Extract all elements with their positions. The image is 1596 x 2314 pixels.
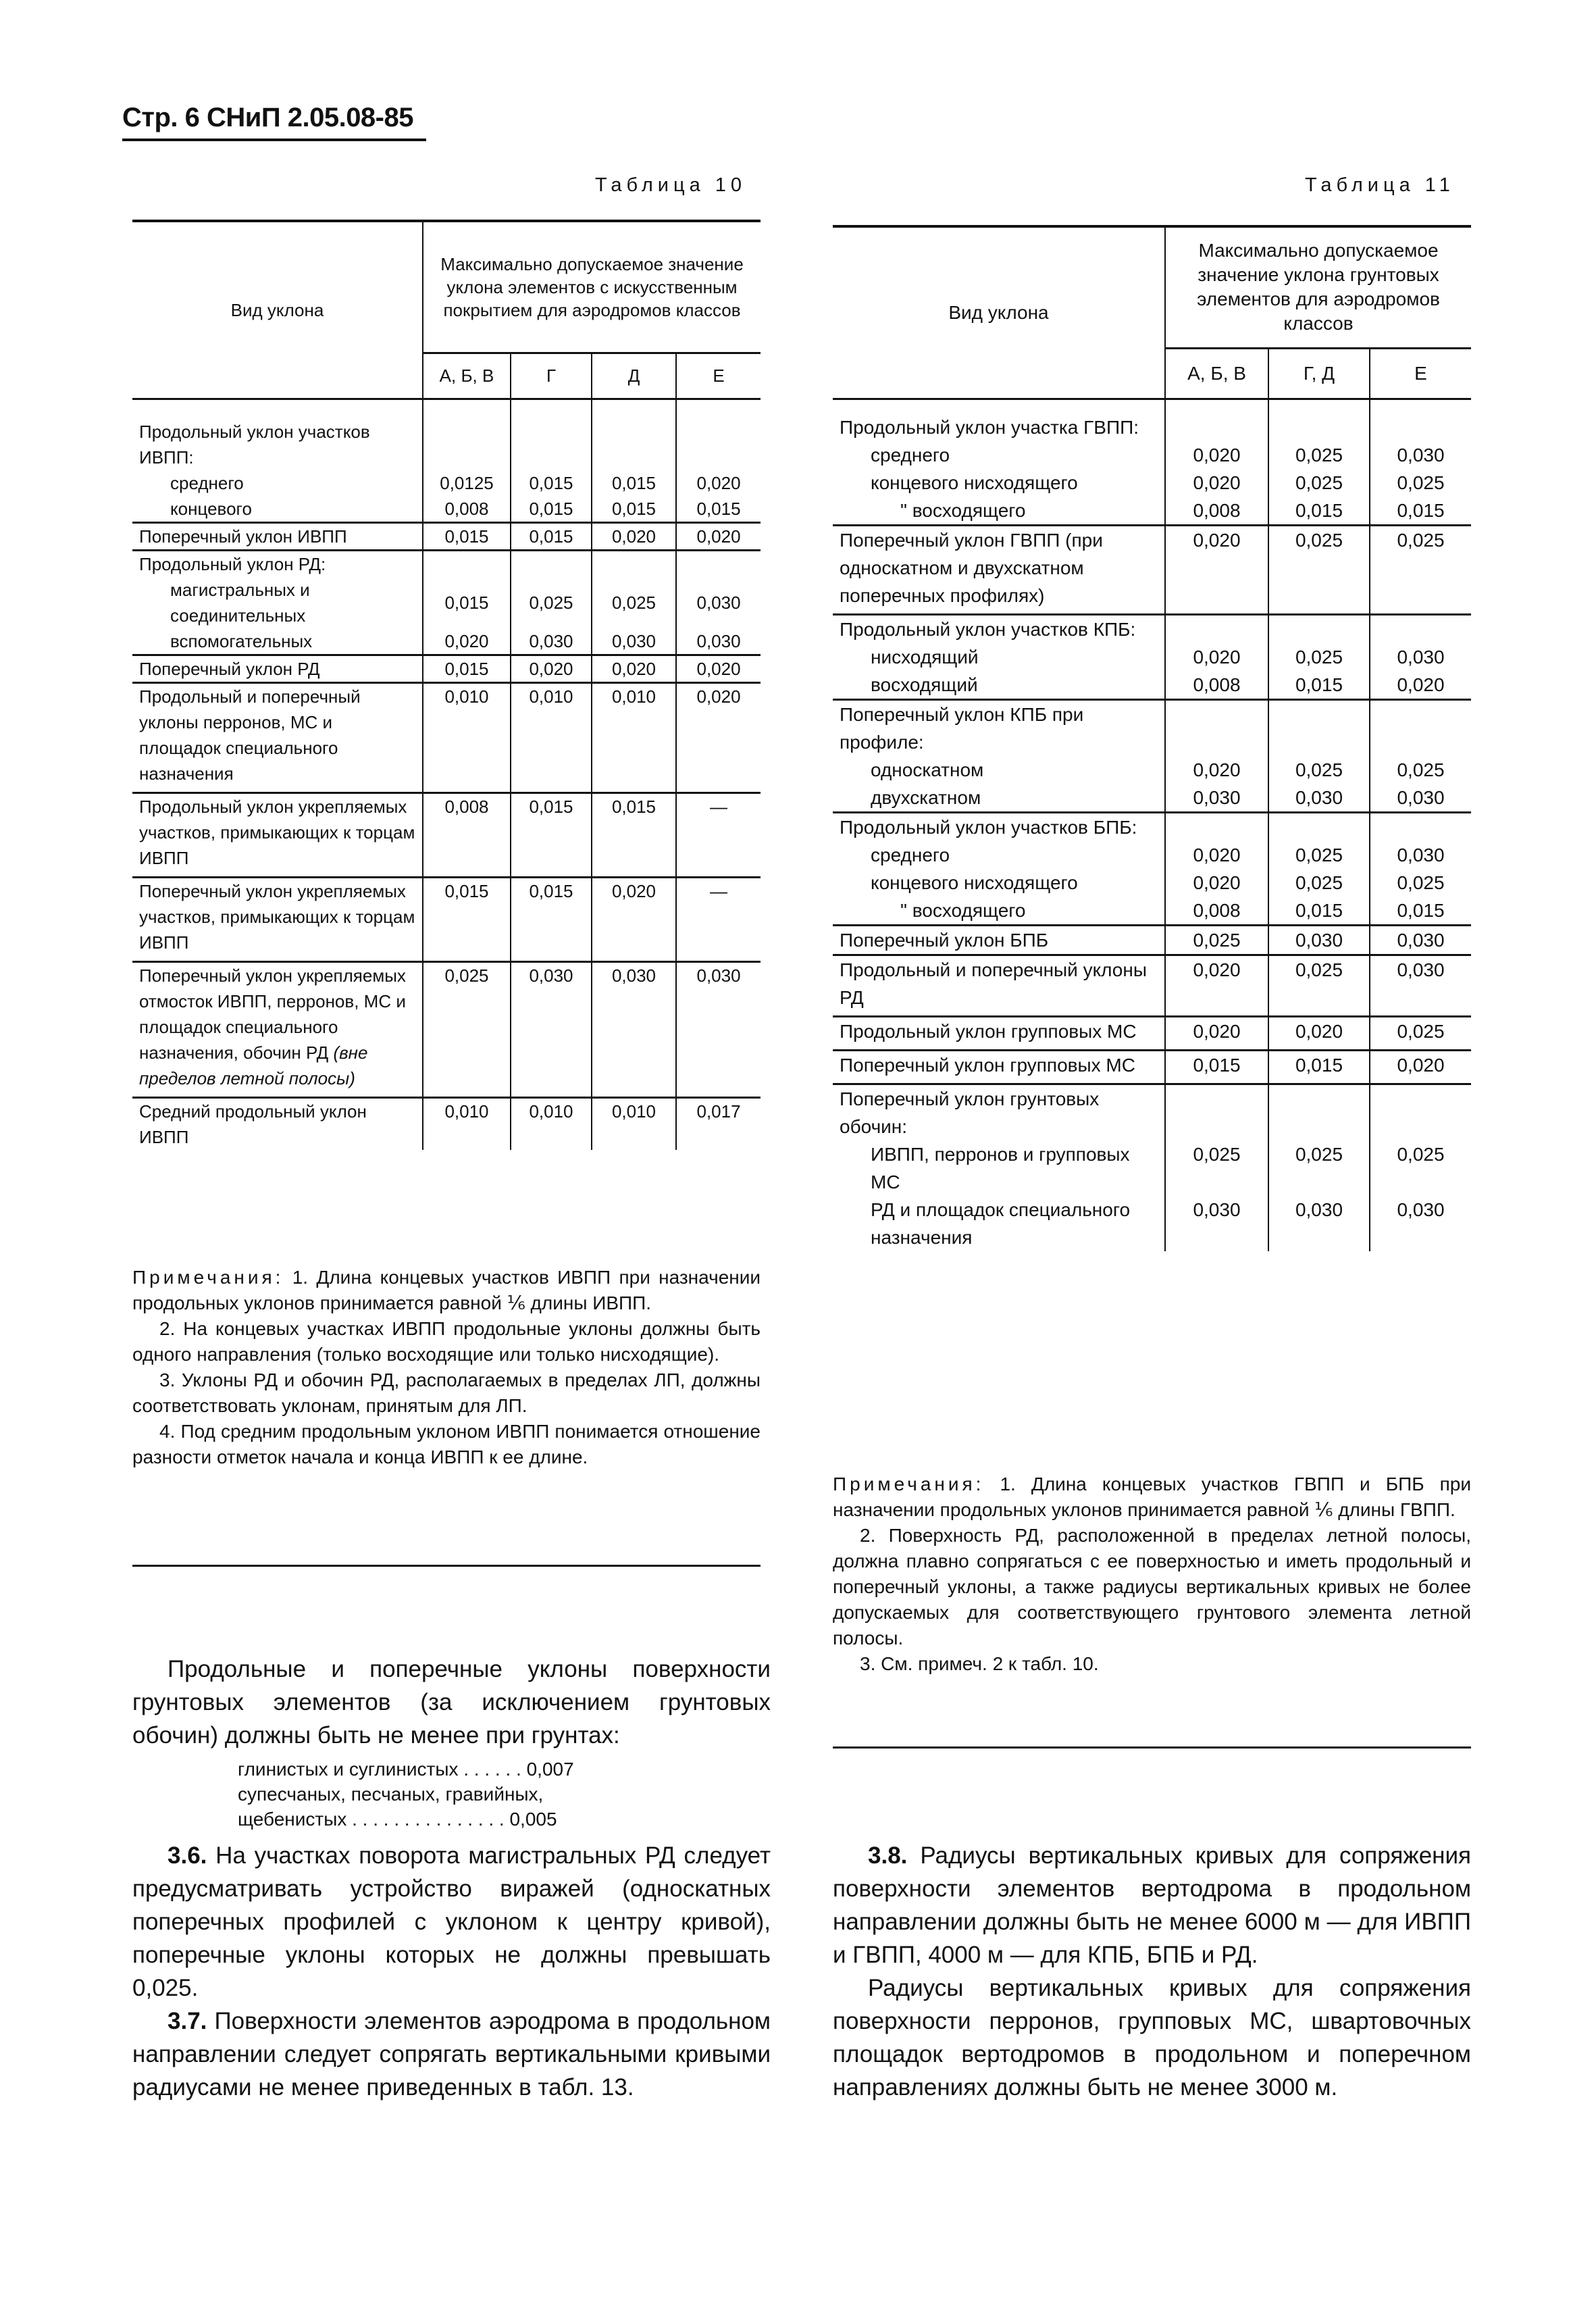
section-number: 3.7. <box>168 2008 207 2034</box>
section-number: 3.6. <box>168 1842 207 1869</box>
table-10-row-label: Продольный уклон укрепляемых участков, примыкающих к торцам ИВПП <box>139 797 415 868</box>
table-10-cell: 0,025 <box>511 577 592 628</box>
table-11-cell: 0,030 <box>1370 955 1471 1016</box>
table-10-end-rule <box>132 1565 761 1567</box>
table-11-row-label: восходящий <box>871 674 978 695</box>
table-11-cell: 0,008 <box>1165 671 1268 700</box>
table-11-cell: 0,030 <box>1165 1196 1268 1251</box>
table-10-cell: 0,015 <box>592 496 676 523</box>
table-10-cell <box>592 405 676 470</box>
table-11-row-label: Продольный уклон участка ГВПП: <box>840 416 1139 438</box>
table-11-cell: 0,030 <box>1268 925 1370 955</box>
table-11-cell: 0,025 <box>1268 469 1370 497</box>
table-11-cell: 0,025 <box>1165 1140 1268 1196</box>
table-10-cell: 0,020 <box>423 628 511 655</box>
table-11-notes-title: Примечания: <box>833 1474 985 1494</box>
table-10-cell: 0,030 <box>511 962 592 1098</box>
table-10-cell: 0,015 <box>592 470 676 496</box>
table-11-class-gd: Г, Д <box>1268 348 1370 399</box>
table-11-row-label: среднего <box>871 844 950 865</box>
table-11 <box>833 225 1471 1251</box>
table-10-cell: 0,020 <box>676 655 761 683</box>
table-11-cell: 0,030 <box>1268 784 1370 813</box>
table-11-cell: 0,025 <box>1370 525 1471 614</box>
table-11-cell: 0,015 <box>1370 897 1471 926</box>
table-10-cell <box>511 405 592 470</box>
table-10-note: 1. Длина концевых участков ИВПП при назначении продольных уклонов принимается равной ⅙ длины ИВПП. <box>132 1267 761 1313</box>
table-11-cell: 0,025 <box>1268 643 1370 671</box>
table-11-cell: 0,020 <box>1165 525 1268 614</box>
table-11-row-label: " восходящего <box>900 899 1026 921</box>
table-11-row-label: Поперечный уклон грунтовых обочин: <box>840 1088 1100 1137</box>
table-10-cell: 0,015 <box>511 496 592 523</box>
table-11-row-label: нисходящий <box>871 646 979 668</box>
table-11-cell: 0,030 <box>1370 441 1471 469</box>
table-10-row-label: Продольный уклон РД: <box>139 554 326 574</box>
table-10-cell: 0,015 <box>423 655 511 683</box>
table-11-cell: 0,020 <box>1165 1016 1268 1050</box>
table-10-cell: 0,025 <box>423 962 511 1098</box>
table-11-cell: 0,015 <box>1268 497 1370 526</box>
table-11-cell: 0,025 <box>1268 955 1370 1016</box>
table-10-notes <box>132 1265 761 1470</box>
table-10-row-label: Поперечный уклон укрепляемых участков, примыкающих к торцам ИВПП <box>139 881 415 953</box>
table-10-cell: 0,010 <box>423 1098 511 1151</box>
table-11-caption: Таблица 11 <box>1305 174 1455 196</box>
table-11-cell: 0,015 <box>1370 497 1471 526</box>
page-header: Стр. 6 СНиП 2.05.08-85 <box>122 103 413 132</box>
left-body-text <box>132 1653 771 1752</box>
table-11-head-group: Максимально допускаемое значение уклона грунтовых элементов для аэродромов классов <box>1165 226 1471 348</box>
table-10-cell: — <box>676 878 761 962</box>
table-10-cell: 0,015 <box>511 878 592 962</box>
table-11-cell: 0,030 <box>1370 841 1471 869</box>
table-10-cell: 0,020 <box>511 655 592 683</box>
table-10-cell: 0,015 <box>511 523 592 551</box>
table-11-end-rule <box>833 1746 1471 1749</box>
table-10-row-label: вспомогательных <box>170 631 313 651</box>
table-10-cell: 0,010 <box>592 683 676 793</box>
table-10-cell: 0,025 <box>592 577 676 628</box>
table-11-cell: 0,025 <box>1268 525 1370 614</box>
table-10-row-label: Поперечный уклон РД <box>139 659 320 679</box>
table-11-row-label: концевого нисходящего <box>871 472 1078 493</box>
table-10-cell: 0,017 <box>676 1098 761 1151</box>
table-11-cell: 0,020 <box>1165 756 1268 784</box>
table-10-cell: 0,020 <box>592 523 676 551</box>
table-11-row-label: Поперечный уклон БПБ <box>840 929 1049 951</box>
table-11-note: 1. Длина концевых участков ГВПП и БПБ при назначении продольных уклонов принимается равной ⅙ длины ГВПП. <box>833 1474 1471 1520</box>
table-10-row-label: Поперечный уклон ИВПП <box>139 526 347 547</box>
table-11-row-label: односкатном <box>871 759 984 780</box>
table-10-cell: 0,010 <box>592 1098 676 1151</box>
table-11-cell: 0,015 <box>1165 1050 1268 1084</box>
table-10-row-label: Продольный и поперечный уклоны перронов, МС и площадок специального назначения <box>139 686 361 784</box>
table-10-class-d: Д <box>592 353 676 399</box>
table-11-cell: 0,030 <box>1370 925 1471 955</box>
table-10-cell: 0,008 <box>423 793 511 878</box>
table-10-row-label-note: (вне пределов летной полосы) <box>139 1042 368 1088</box>
table-10-cell: 0,015 <box>423 523 511 551</box>
soil-list <box>238 1757 574 1832</box>
soil-item: щебенистых . . . . . . . . . . . . . . . 0,005 <box>238 1809 557 1830</box>
table-11-cell: 0,025 <box>1370 1140 1471 1196</box>
table-11-cell: 0,020 <box>1165 441 1268 469</box>
table-11-cell: 0,020 <box>1268 1016 1370 1050</box>
table-11-cell: 0,030 <box>1165 784 1268 813</box>
table-10-row-label: среднего <box>170 473 244 493</box>
table-10-cell: 0,015 <box>592 793 676 878</box>
table-11-row-label: Поперечный уклон ГВПП (при односкатном и двухскатном поперечных профилях) <box>840 529 1103 606</box>
soil-intro-paragraph: Продольные и поперечные уклоны поверхности грунтовых элементов (за исключением грунтовых обочин) должны быть не менее при грунтах: <box>132 1656 771 1749</box>
table-11-row-label: " восходящего <box>900 499 1026 521</box>
table-10 <box>132 220 761 1150</box>
table-10-note: 2. На концевых участках ИВПП продольные уклоны должны быть одного направления (только восходящие или только нисходящие). <box>132 1318 761 1365</box>
table-10-cell: 0,020 <box>676 683 761 793</box>
table-10-cell: 0,008 <box>423 496 511 523</box>
table-11-row-label: Продольный уклон участков КПБ: <box>840 618 1136 640</box>
section-3-7-text: Поверхности элементов аэродрома в продольном направлении следует сопрягать вертикальными кривыми радиусами не менее приведенных в табл. 13. <box>132 2008 771 2101</box>
table-11-note: 2. Поверхность РД, расположенной в пределах летной полосы, должна плавно сопрягаться с ее поверхностью и иметь продольный и поперечный уклоны, а также радиусы вертикальных кривых не более допускаемых для соответствующего грунтового элемента летной полосы. <box>833 1525 1471 1649</box>
table-10-row-label: магистральных и соединительных <box>170 580 310 626</box>
table-11-cell: 0,025 <box>1268 841 1370 869</box>
table-10-cell: 0,015 <box>511 470 592 496</box>
table-11-row-label: среднего <box>871 444 950 466</box>
table-10-class-e: Е <box>676 353 761 399</box>
table-11-cell: 0,020 <box>1165 841 1268 869</box>
table-11-cell: 0,030 <box>1370 643 1471 671</box>
table-10-cell: — <box>676 793 761 878</box>
table-11-cell: 0,020 <box>1370 1050 1471 1084</box>
table-10-cell: 0,030 <box>592 628 676 655</box>
table-10-class-abv: А, Б, В <box>423 353 511 399</box>
table-11-cell: 0,015 <box>1268 671 1370 700</box>
table-10-cell: 0,030 <box>511 628 592 655</box>
table-11-cell: 0,025 <box>1268 756 1370 784</box>
table-10-cell: 0,015 <box>423 577 511 628</box>
table-11-row-label: Поперечный уклон групповых МС <box>840 1054 1135 1076</box>
table-11-cell: 0,030 <box>1370 784 1471 813</box>
table-10-class-g: Г <box>511 353 592 399</box>
table-10-row-label: концевого <box>170 499 252 519</box>
header-rule <box>122 139 426 141</box>
table-11-row-label: двухскатном <box>871 786 981 808</box>
table-11-row-label: концевого нисходящего <box>871 872 1078 893</box>
table-11-class-e: Е <box>1370 348 1471 399</box>
soil-item: глинистых и суглинистых . . . . . . 0,007 <box>238 1759 574 1780</box>
table-11-cell: 0,025 <box>1370 1016 1471 1050</box>
table-10-head-col1: Вид уклона <box>132 221 423 399</box>
table-10-cell: 0,030 <box>676 628 761 655</box>
table-10-note: 3. Уклоны РД и обочин РД, располагаемых в пределах ЛП, должны соответствовать уклонам, принятым для ЛП. <box>132 1369 761 1416</box>
left-sections <box>132 1839 771 2104</box>
table-10-cell: 0,030 <box>676 962 761 1098</box>
table-11-row-label: Продольный уклон групповых МС <box>840 1020 1137 1042</box>
table-10-cell: 0,015 <box>676 496 761 523</box>
table-11-notes <box>833 1472 1471 1677</box>
section-3-6-text: На участках поворота магистральных РД следует предусматривать устройство виражей (односкатных поперечных профилей с уклоном к центру кривой), поперечные уклоны которых не должны превышать 0,025. <box>132 1842 771 2001</box>
table-11-cell: 0,008 <box>1165 497 1268 526</box>
table-11-row-label: Продольный и поперечный уклоны РД <box>840 959 1147 1008</box>
table-11-cell: 0,025 <box>1268 869 1370 897</box>
table-10-cell: 0,030 <box>592 962 676 1098</box>
table-11-cell: 0,025 <box>1165 925 1268 955</box>
table-10-cell: 0,030 <box>676 577 761 628</box>
table-10-caption: Таблица 10 <box>595 174 747 196</box>
section-3-8-text: Радиусы вертикальных кривых для сопряжения поверхности элементов вертодрома в продольном направлении должны быть не менее 6000 м — для ИВПП и ГВПП, 4000 м — для КПБ, БПБ и РД. <box>833 1842 1471 1968</box>
table-11-cell: 0,025 <box>1268 441 1370 469</box>
table-11-row-label: Продольный уклон участков БПБ: <box>840 816 1137 838</box>
table-10-note: 4. Под средним продольным уклоном ИВПП понимается отношение разности отметок начала и конца ИВПП к ее длине. <box>132 1421 761 1467</box>
table-11-cell: 0,030 <box>1370 1196 1471 1251</box>
table-11-row-label: Поперечный уклон КПБ при профиле: <box>840 703 1084 753</box>
right-sections <box>833 1839 1471 2104</box>
table-11-cell: 0,025 <box>1370 756 1471 784</box>
table-10-cell: 0,020 <box>592 655 676 683</box>
table-10-cell: 0,020 <box>592 878 676 962</box>
table-11-cell: 0,020 <box>1165 955 1268 1016</box>
table-11-cell: 0,025 <box>1370 469 1471 497</box>
table-10-cell: 0,015 <box>511 793 592 878</box>
table-10-cell: 0,015 <box>423 878 511 962</box>
section-3-8-text-b: Радиусы вертикальных кривых для сопряжения поверхности перронов, групповых МС, швартовочных площадок вертодромов в продольном и поперечном направлениях должны быть не менее 3000 м. <box>833 1975 1471 2101</box>
table-10-cell: 0,010 <box>511 683 592 793</box>
table-10-cell: 0,0125 <box>423 470 511 496</box>
table-10-cell: 0,020 <box>676 523 761 551</box>
table-10-row-label: Средний продольный уклон ИВПП <box>139 1101 367 1147</box>
table-11-cell: 0,020 <box>1165 469 1268 497</box>
table-11-cell: 0,025 <box>1268 1140 1370 1196</box>
table-11-cell: 0,020 <box>1165 869 1268 897</box>
table-11-cell: 0,020 <box>1370 671 1471 700</box>
soil-item: супесчаных, песчаных, гравийных, <box>238 1784 544 1805</box>
table-11-cell: 0,020 <box>1165 643 1268 671</box>
table-11-cell: 0,030 <box>1268 1196 1370 1251</box>
table-10-row-label: Поперечный уклон укрепляемых отмосток ИВПП, перронов, МС и площадок специального назначения, обочин РД <box>139 965 406 1063</box>
table-11-cell: 0,008 <box>1165 897 1268 926</box>
table-11-note: 3. См. примеч. 2 к табл. 10. <box>860 1653 1099 1674</box>
table-10-head-group: Максимально допускаемое значение уклона элементов с искусственным покрытием для аэродромов классов <box>423 221 761 353</box>
table-11-cell: 0,025 <box>1370 869 1471 897</box>
table-10-notes-title: Примечания: <box>132 1267 284 1288</box>
table-11-row-label: РД и площадок специального назначения <box>871 1199 1131 1248</box>
table-10-cell: 0,020 <box>676 470 761 496</box>
table-10-cell <box>423 405 511 470</box>
table-10-cell <box>676 405 761 470</box>
table-10-row-label: Продольный уклон участков ИВПП: <box>139 422 370 468</box>
table-11-class-abv: А, Б, В <box>1165 348 1268 399</box>
table-10-cell: 0,010 <box>511 1098 592 1151</box>
table-11-cell: 0,015 <box>1268 897 1370 926</box>
table-11-head-col1: Вид уклона <box>833 226 1165 399</box>
section-number: 3.8. <box>868 1842 908 1869</box>
table-11-cell: 0,015 <box>1268 1050 1370 1084</box>
table-10-cell: 0,010 <box>423 683 511 793</box>
table-11-row-label: ИВПП, перронов и групповых МС <box>871 1143 1130 1192</box>
